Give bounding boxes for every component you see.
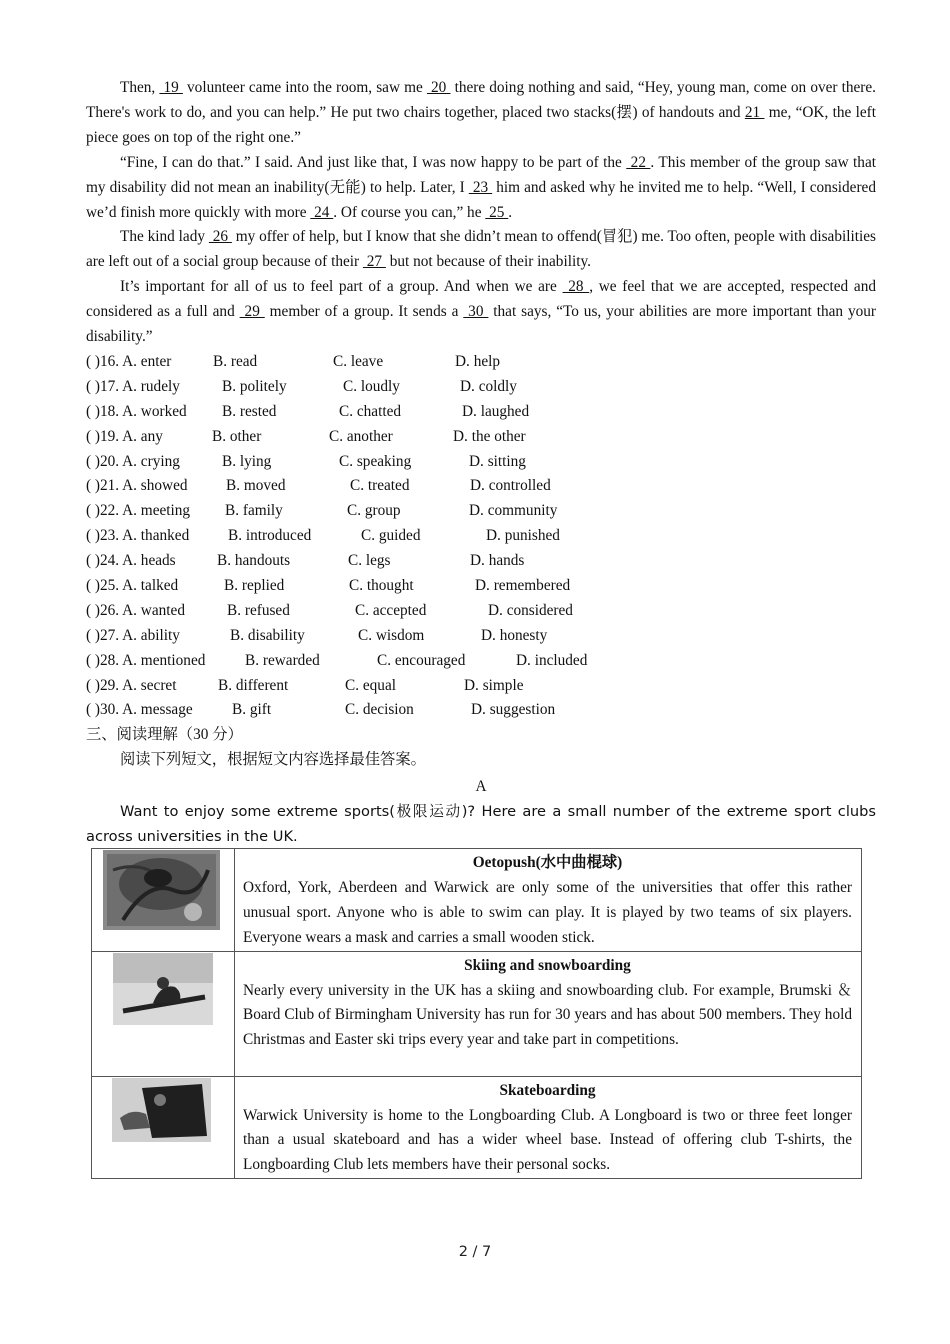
text: there doing nothing and said, “Hey, young man, come on over there. There's work to do, and you can help.” He put two chairs together, placed two stacks(摆) of handouts and (86, 79, 877, 121)
option-c: C. loudly (343, 377, 400, 395)
club-description: Warwick University is home to the Longboarding Club. A Longboard is two or three feet longer than a usual skateboard and has a wider wheel base. Instead of offering club T-shirts, the Longboarding Club lets members have their personal socks. (243, 1106, 852, 1174)
option-b: B. replied (224, 576, 285, 594)
text: , we feel that we are accepted, respected and considered as a full and (86, 278, 876, 321)
question-number-option-a: ( )27. A. ability (86, 626, 180, 644)
club-info-cell (235, 1076, 862, 1179)
option-b: B. family (225, 502, 283, 520)
passage-paragraph-1 (86, 76, 876, 151)
option-b: B. politely (222, 377, 287, 395)
club-row (92, 849, 862, 952)
blank-30: 30 (463, 303, 489, 321)
question-item (86, 375, 876, 400)
question-item (86, 649, 876, 674)
option-b: B. other (212, 427, 262, 445)
option-d: D. community (469, 502, 558, 520)
question-number-option-a: ( )25. A. talked (86, 576, 179, 594)
option-d: D. laughed (462, 402, 530, 420)
option-c: C. encouraged (377, 651, 466, 669)
club-title: Skateboarding (499, 1081, 596, 1099)
option-c: C. wisdom (358, 626, 425, 644)
underwater-hockey-photo (103, 850, 220, 930)
exam-page (86, 76, 876, 850)
question-number-option-a: ( )18. A. worked (86, 402, 187, 420)
club-photo-cell (92, 849, 235, 952)
blank-19: 19 (159, 79, 183, 96)
question-number-option-a: ( )19. A. any (86, 427, 163, 445)
option-c: C. decision (345, 701, 414, 719)
question-item (86, 350, 876, 375)
blank-21: 21 (744, 103, 765, 121)
question-item (86, 624, 876, 649)
option-d: D. simple (464, 676, 524, 694)
club-title: Skiing and snowboarding (464, 956, 631, 974)
option-b: B. refused (227, 601, 290, 619)
question-number-option-a: ( )30. A. message (86, 701, 193, 719)
question-number-option-a: ( )26. A. wanted (86, 601, 185, 619)
passage-paragraph-3 (86, 225, 876, 275)
option-c: C. equal (345, 676, 396, 694)
option-b: B. rewarded (245, 651, 320, 669)
option-c: C. chatted (339, 402, 402, 420)
question-list (86, 350, 876, 723)
passage-paragraph-2 (86, 151, 876, 226)
blank-24: 24 (310, 203, 334, 221)
blank-28: 28 (562, 278, 590, 296)
option-d: D. coldly (460, 377, 517, 395)
option-b: B. introduced (228, 527, 312, 545)
text: member of a group. It sends a (264, 303, 464, 321)
option-c: C. speaking (339, 452, 412, 470)
question-number-option-a: ( )21. A. showed (86, 477, 188, 495)
option-b: B. lying (222, 452, 272, 470)
option-c: C. leave (333, 352, 384, 370)
question-item (86, 474, 876, 499)
question-item (86, 549, 876, 574)
snowboarder-photo (113, 953, 213, 1025)
option-b: B. handouts (217, 552, 291, 570)
question-item (86, 574, 876, 599)
passage-label: A (475, 778, 487, 796)
option-d: D. sitting (469, 452, 526, 470)
option-d: D. remembered (475, 576, 571, 594)
question-item (86, 425, 876, 450)
question-number-option-a: ( )22. A. meeting (86, 502, 191, 520)
option-c: C. guided (361, 527, 421, 545)
option-d: D. included (516, 651, 588, 669)
question-item (86, 524, 876, 549)
option-b: B. gift (232, 701, 272, 719)
option-c: C. accepted (355, 601, 427, 619)
question-item (86, 674, 876, 699)
club-description: Nearly every university in the UK has a skiing and snowboarding club. For example, Brumski ＆ Board Club of Birmingham University has run for 30 years and has about 500 members. They hold Christmas and Easter ski trips every year and take part in competitions. (243, 981, 852, 1049)
page-number: 2 / 7 (458, 1244, 492, 1260)
question-number-option-a: ( )24. A. heads (86, 552, 176, 570)
club-photo-cell (92, 951, 235, 1076)
text: It’s important for all of us to feel part of a group. And when we are (120, 278, 563, 296)
question-item (86, 499, 876, 524)
text: him and asked why he invited me to help. “Well, I considered we’d finish more quickly with more (86, 178, 876, 221)
club-info-cell (235, 951, 862, 1076)
clubs-table (91, 848, 862, 1179)
option-c: C. group (347, 502, 401, 520)
option-b: B. disability (230, 626, 305, 644)
blank-20: 20 (426, 79, 451, 96)
option-c: C. legs (348, 552, 391, 570)
text: Then, (120, 79, 160, 96)
text: The kind lady (120, 228, 209, 246)
club-title: Oetopush(水中曲棍球) (472, 854, 623, 871)
text: me, “OK, the left piece goes on top of the right one.” (86, 103, 876, 146)
blank-23: 23 (468, 178, 493, 196)
text: “Fine, I can do that.” I said. And just like that, I was now happy to be part of the (120, 153, 627, 171)
club-row (92, 951, 862, 1076)
option-c: C. thought (349, 576, 414, 594)
question-item (86, 450, 876, 475)
section-title: 三、阅读理解（30 分） (86, 726, 243, 744)
section-instruction: 阅读下列短文，根据短文内容选择最佳答案。 (120, 751, 426, 769)
option-b: B. rested (222, 402, 277, 420)
question-number-option-a: ( )23. A. thanked (86, 527, 190, 545)
club-info-cell (235, 849, 862, 952)
text: . This member of the group saw that my disability did not mean an inability(无能) to help. Later, I (86, 153, 876, 196)
question-item (86, 698, 876, 723)
blank-26: 26 (208, 228, 232, 246)
option-c: C. treated (350, 477, 410, 495)
option-d: D. hands (470, 552, 525, 570)
option-d: D. help (455, 352, 501, 370)
option-c: C. another (329, 427, 393, 445)
option-d: D. honesty (481, 626, 548, 644)
question-number-option-a: ( )28. A. mentioned (86, 651, 206, 669)
reading-intro: Want to enjoy some extreme sports(极限运动)? Here are a small number of the extreme sport clubs across universities in the UK. (86, 803, 876, 845)
club-description: Oxford, York, Aberdeen and Warwick are only some of the universities that offer this rather unusual sport. Anyone who is able to swim can play. It is played by two teams of six players. Everyone wears a mask and carries a small wooden stick. (243, 878, 852, 946)
option-d: D. punished (486, 527, 560, 545)
text: my offer of help, but I know that she didn’t mean to offend(冒犯) me. Too often, people with disabilities are left out of a social group because of their (86, 228, 876, 271)
blank-25: 25 (485, 203, 509, 221)
option-d: D. considered (488, 601, 573, 619)
option-d: D. controlled (470, 477, 551, 495)
question-number-option-a: ( )16. A. enter (86, 352, 172, 370)
skateboarder-photo (112, 1078, 211, 1142)
question-number-option-a: ( )29. A. secret (86, 676, 177, 694)
question-number-option-a: ( )20. A. crying (86, 452, 180, 470)
question-number-option-a: ( )17. A. rudely (86, 377, 180, 395)
option-b: B. moved (226, 477, 286, 495)
text: . (508, 203, 513, 221)
blank-27: 27 (362, 253, 386, 271)
blank-22: 22 (626, 153, 651, 171)
option-b: B. different (218, 676, 289, 694)
blank-29: 29 (239, 303, 265, 321)
text: volunteer came into the room, saw me (182, 79, 427, 96)
club-photo-cell (92, 1076, 235, 1179)
option-d: D. the other (453, 427, 526, 445)
passage-paragraph-4 (86, 275, 876, 350)
option-b: B. read (213, 352, 258, 370)
text: . Of course you can,” he (333, 203, 486, 221)
question-item (86, 400, 876, 425)
club-row (92, 1076, 862, 1179)
question-item (86, 599, 876, 624)
text: but not because of their inability. (385, 253, 591, 271)
option-d: D. suggestion (471, 701, 556, 719)
text: that says, “To us, your abilities are more important than your disability.” (86, 303, 876, 346)
